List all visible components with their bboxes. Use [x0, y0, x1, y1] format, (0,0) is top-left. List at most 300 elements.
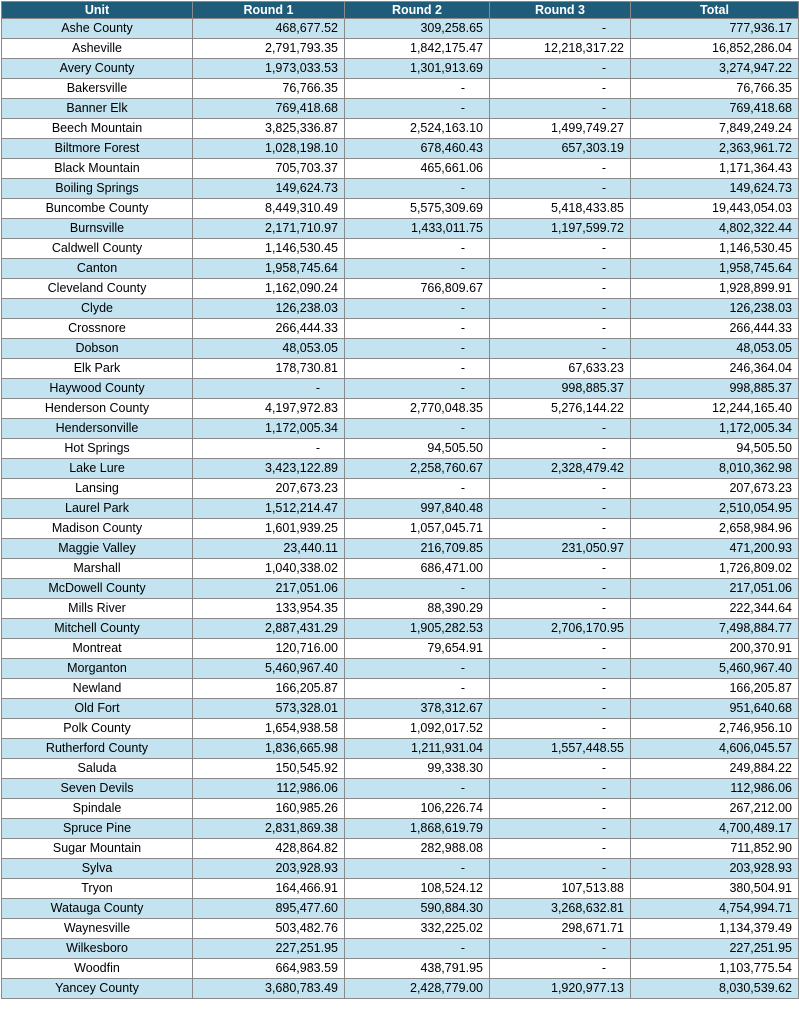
round-3-cell: 3,268,632.81 — [490, 899, 631, 919]
table-row — [2, 599, 799, 619]
round-1-cell: 160,985.26 — [193, 799, 345, 819]
round-3-cell: - — [490, 59, 631, 79]
round-2-cell: - — [345, 359, 490, 379]
table-row — [2, 879, 799, 899]
round-3-cell: - — [490, 599, 631, 619]
total-cell: 471,200.93 — [631, 539, 799, 559]
round-3-cell: - — [490, 79, 631, 99]
round-2-cell: 309,258.65 — [345, 19, 490, 39]
table-row — [2, 839, 799, 859]
total-cell: 249,884.22 — [631, 759, 799, 779]
round-1-cell: 207,673.23 — [193, 479, 345, 499]
round-1-cell: 769,418.68 — [193, 99, 345, 119]
round-3-cell: 2,328,479.42 — [490, 459, 631, 479]
table-row — [2, 99, 799, 119]
total-cell: 711,852.90 — [631, 839, 799, 859]
table-row — [2, 399, 799, 419]
table-row — [2, 899, 799, 919]
round-2-cell: 686,471.00 — [345, 559, 490, 579]
unit-cell: Haywood County — [2, 379, 193, 399]
total-cell: 380,504.91 — [631, 879, 799, 899]
unit-cell: Watauga County — [2, 899, 193, 919]
column-header-total: Total — [631, 2, 799, 19]
table-row — [2, 739, 799, 759]
round-3-cell: 1,197,599.72 — [490, 219, 631, 239]
table-row — [2, 219, 799, 239]
round-2-cell: 1,057,045.71 — [345, 519, 490, 539]
round-1-cell: - — [193, 379, 345, 399]
table-row — [2, 139, 799, 159]
unit-cell: Yancey County — [2, 979, 193, 999]
round-3-cell: 231,050.97 — [490, 539, 631, 559]
round-1-cell: 895,477.60 — [193, 899, 345, 919]
total-cell: 1,103,775.54 — [631, 959, 799, 979]
round-1-cell: 112,986.06 — [193, 779, 345, 799]
round-3-cell: - — [490, 819, 631, 839]
total-cell: 2,746,956.10 — [631, 719, 799, 739]
round-2-cell: - — [345, 479, 490, 499]
total-cell: 4,606,045.57 — [631, 739, 799, 759]
round-1-cell: 503,482.76 — [193, 919, 345, 939]
round-2-cell: 108,524.12 — [345, 879, 490, 899]
unit-cell: Asheville — [2, 39, 193, 59]
total-cell: 8,010,362.98 — [631, 459, 799, 479]
unit-cell: Marshall — [2, 559, 193, 579]
round-2-cell: - — [345, 859, 490, 879]
round-2-cell: 1,905,282.53 — [345, 619, 490, 639]
round-2-cell: 79,654.91 — [345, 639, 490, 659]
round-3-cell: 298,671.71 — [490, 919, 631, 939]
round-3-cell: - — [490, 719, 631, 739]
round-2-cell: 1,211,931.04 — [345, 739, 490, 759]
unit-cell: Spindale — [2, 799, 193, 819]
round-2-cell: 88,390.29 — [345, 599, 490, 619]
total-cell: 207,673.23 — [631, 479, 799, 499]
round-2-cell: 1,842,175.47 — [345, 39, 490, 59]
round-2-cell: 438,791.95 — [345, 959, 490, 979]
round-3-cell: - — [490, 579, 631, 599]
unit-cell: Rutherford County — [2, 739, 193, 759]
round-1-cell: 2,887,431.29 — [193, 619, 345, 639]
round-1-cell: 8,449,310.49 — [193, 199, 345, 219]
table-row — [2, 779, 799, 799]
round-3-cell: - — [490, 779, 631, 799]
table-row — [2, 939, 799, 959]
unit-cell: Spruce Pine — [2, 819, 193, 839]
round-2-cell: 332,225.02 — [345, 919, 490, 939]
round-3-cell: 1,499,749.27 — [490, 119, 631, 139]
round-1-cell: 150,545.92 — [193, 759, 345, 779]
total-cell: 7,849,249.24 — [631, 119, 799, 139]
round-3-cell: 2,706,170.95 — [490, 619, 631, 639]
column-header-round-3: Round 3 — [490, 2, 631, 19]
round-1-cell: 1,172,005.34 — [193, 419, 345, 439]
table-row — [2, 199, 799, 219]
round-2-cell: 997,840.48 — [345, 499, 490, 519]
round-1-cell: 203,928.93 — [193, 859, 345, 879]
round-1-cell: 1,040,338.02 — [193, 559, 345, 579]
unit-cell: Cleveland County — [2, 279, 193, 299]
unit-cell: Seven Devils — [2, 779, 193, 799]
round-3-cell: - — [490, 519, 631, 539]
round-2-cell: 2,258,760.67 — [345, 459, 490, 479]
round-2-cell: 1,433,011.75 — [345, 219, 490, 239]
round-2-cell: - — [345, 679, 490, 699]
unit-cell: Buncombe County — [2, 199, 193, 219]
round-3-cell: 5,418,433.85 — [490, 199, 631, 219]
round-1-cell: 76,766.35 — [193, 79, 345, 99]
table-row — [2, 479, 799, 499]
unit-cell: Saluda — [2, 759, 193, 779]
total-cell: 267,212.00 — [631, 799, 799, 819]
unit-cell: Canton — [2, 259, 193, 279]
round-1-cell: 2,831,869.38 — [193, 819, 345, 839]
total-cell: 1,958,745.64 — [631, 259, 799, 279]
total-cell: 166,205.87 — [631, 679, 799, 699]
round-1-cell: 1,958,745.64 — [193, 259, 345, 279]
round-3-cell: - — [490, 799, 631, 819]
total-cell: 16,852,286.04 — [631, 39, 799, 59]
total-cell: 19,443,054.03 — [631, 199, 799, 219]
total-cell: 203,928.93 — [631, 859, 799, 879]
total-cell: 1,928,899.91 — [631, 279, 799, 299]
round-2-cell: - — [345, 319, 490, 339]
round-2-cell: 590,884.30 — [345, 899, 490, 919]
round-3-cell: - — [490, 279, 631, 299]
round-3-cell: 12,218,317.22 — [490, 39, 631, 59]
round-3-cell: - — [490, 419, 631, 439]
round-3-cell: - — [490, 339, 631, 359]
table-row — [2, 439, 799, 459]
total-cell: 2,363,961.72 — [631, 139, 799, 159]
round-1-cell: 120,716.00 — [193, 639, 345, 659]
total-cell: 200,370.91 — [631, 639, 799, 659]
unit-cell: Tryon — [2, 879, 193, 899]
round-3-cell: - — [490, 759, 631, 779]
unit-cell: Wilkesboro — [2, 939, 193, 959]
unit-cell: Mitchell County — [2, 619, 193, 639]
table-row — [2, 499, 799, 519]
unit-cell: Madison County — [2, 519, 193, 539]
table-row — [2, 979, 799, 999]
round-2-cell: - — [345, 419, 490, 439]
round-1-cell: - — [193, 439, 345, 459]
unit-cell: Ashe County — [2, 19, 193, 39]
table-row — [2, 259, 799, 279]
unit-cell: Lake Lure — [2, 459, 193, 479]
round-3-cell: 1,557,448.55 — [490, 739, 631, 759]
unit-cell: Hot Springs — [2, 439, 193, 459]
unit-cell: Dobson — [2, 339, 193, 359]
round-1-cell: 166,205.87 — [193, 679, 345, 699]
round-1-cell: 5,460,967.40 — [193, 659, 345, 679]
round-3-cell: - — [490, 159, 631, 179]
unit-cell: Maggie Valley — [2, 539, 193, 559]
round-2-cell: - — [345, 939, 490, 959]
unit-cell: McDowell County — [2, 579, 193, 599]
total-cell: 222,344.64 — [631, 599, 799, 619]
unit-cell: Sugar Mountain — [2, 839, 193, 859]
round-1-cell: 178,730.81 — [193, 359, 345, 379]
table-row — [2, 679, 799, 699]
unit-cell: Bakersville — [2, 79, 193, 99]
total-cell: 217,051.06 — [631, 579, 799, 599]
round-1-cell: 1,162,090.24 — [193, 279, 345, 299]
round-1-cell: 217,051.06 — [193, 579, 345, 599]
round-2-cell: - — [345, 379, 490, 399]
table-row — [2, 379, 799, 399]
table-row — [2, 699, 799, 719]
round-2-cell: 282,988.08 — [345, 839, 490, 859]
round-2-cell: 94,505.50 — [345, 439, 490, 459]
unit-cell: Polk County — [2, 719, 193, 739]
round-1-cell: 3,423,122.89 — [193, 459, 345, 479]
round-1-cell: 1,836,665.98 — [193, 739, 345, 759]
round-2-cell: - — [345, 779, 490, 799]
round-3-cell: 107,513.88 — [490, 879, 631, 899]
column-header-round-1: Round 1 — [193, 2, 345, 19]
round-1-cell: 705,703.37 — [193, 159, 345, 179]
unit-cell: Black Mountain — [2, 159, 193, 179]
table-row — [2, 759, 799, 779]
round-1-cell: 133,954.35 — [193, 599, 345, 619]
round-3-cell: - — [490, 479, 631, 499]
round-1-cell: 573,328.01 — [193, 699, 345, 719]
table-row — [2, 279, 799, 299]
round-3-cell: - — [490, 859, 631, 879]
total-cell: 266,444.33 — [631, 319, 799, 339]
total-cell: 126,238.03 — [631, 299, 799, 319]
total-cell: 12,244,165.40 — [631, 399, 799, 419]
unit-cell: Sylva — [2, 859, 193, 879]
total-cell: 3,274,947.22 — [631, 59, 799, 79]
table-row — [2, 959, 799, 979]
round-2-cell: 2,770,048.35 — [345, 399, 490, 419]
table-row — [2, 519, 799, 539]
total-cell: 1,726,809.02 — [631, 559, 799, 579]
round-1-cell: 126,238.03 — [193, 299, 345, 319]
round-3-cell: - — [490, 939, 631, 959]
unit-cell: Woodfin — [2, 959, 193, 979]
round-2-cell: - — [345, 299, 490, 319]
total-cell: 5,460,967.40 — [631, 659, 799, 679]
total-cell: 227,251.95 — [631, 939, 799, 959]
table-row — [2, 819, 799, 839]
column-header-unit: Unit — [2, 2, 193, 19]
total-cell: 2,510,054.95 — [631, 499, 799, 519]
table-row — [2, 639, 799, 659]
funding-table — [1, 1, 799, 999]
round-1-cell: 1,512,214.47 — [193, 499, 345, 519]
unit-cell: Montreat — [2, 639, 193, 659]
round-2-cell: - — [345, 99, 490, 119]
table-row — [2, 619, 799, 639]
round-3-cell: 657,303.19 — [490, 139, 631, 159]
table-row — [2, 719, 799, 739]
round-3-cell: 67,633.23 — [490, 359, 631, 379]
round-1-cell: 1,601,939.25 — [193, 519, 345, 539]
total-cell: 769,418.68 — [631, 99, 799, 119]
round-1-cell: 149,624.73 — [193, 179, 345, 199]
total-cell: 94,505.50 — [631, 439, 799, 459]
round-2-cell: - — [345, 179, 490, 199]
round-1-cell: 23,440.11 — [193, 539, 345, 559]
round-1-cell: 1,146,530.45 — [193, 239, 345, 259]
unit-cell: Hendersonville — [2, 419, 193, 439]
round-1-cell: 3,680,783.49 — [193, 979, 345, 999]
table-row — [2, 359, 799, 379]
table-row — [2, 459, 799, 479]
round-2-cell: 465,661.06 — [345, 159, 490, 179]
round-3-cell: 5,276,144.22 — [490, 399, 631, 419]
unit-cell: Clyde — [2, 299, 193, 319]
round-1-cell: 1,654,938.58 — [193, 719, 345, 739]
unit-cell: Mills River — [2, 599, 193, 619]
round-3-cell: - — [490, 99, 631, 119]
table-row — [2, 659, 799, 679]
unit-cell: Old Fort — [2, 699, 193, 719]
total-cell: 149,624.73 — [631, 179, 799, 199]
round-1-cell: 428,864.82 — [193, 839, 345, 859]
round-3-cell: - — [490, 679, 631, 699]
table-row — [2, 39, 799, 59]
total-cell: 1,171,364.43 — [631, 159, 799, 179]
total-cell: 4,802,322.44 — [631, 219, 799, 239]
round-2-cell: - — [345, 339, 490, 359]
round-2-cell: 1,868,619.79 — [345, 819, 490, 839]
table-row — [2, 539, 799, 559]
total-cell: 112,986.06 — [631, 779, 799, 799]
round-3-cell: - — [490, 499, 631, 519]
round-1-cell: 2,791,793.35 — [193, 39, 345, 59]
round-2-cell: 2,428,779.00 — [345, 979, 490, 999]
table-row — [2, 159, 799, 179]
unit-cell: Crossnore — [2, 319, 193, 339]
round-3-cell: - — [490, 299, 631, 319]
round-1-cell: 2,171,710.97 — [193, 219, 345, 239]
table-row — [2, 319, 799, 339]
table-body — [2, 19, 799, 999]
round-2-cell: 378,312.67 — [345, 699, 490, 719]
unit-cell: Beech Mountain — [2, 119, 193, 139]
round-3-cell: - — [490, 559, 631, 579]
total-cell: 7,498,884.77 — [631, 619, 799, 639]
total-cell: 998,885.37 — [631, 379, 799, 399]
round-3-cell: 998,885.37 — [490, 379, 631, 399]
table-row — [2, 419, 799, 439]
round-1-cell: 1,973,033.53 — [193, 59, 345, 79]
total-cell: 246,364.04 — [631, 359, 799, 379]
unit-cell: Avery County — [2, 59, 193, 79]
unit-cell: Waynesville — [2, 919, 193, 939]
round-3-cell: - — [490, 639, 631, 659]
unit-cell: Elk Park — [2, 359, 193, 379]
round-2-cell: 678,460.43 — [345, 139, 490, 159]
table-row — [2, 19, 799, 39]
total-cell: 777,936.17 — [631, 19, 799, 39]
round-2-cell: - — [345, 79, 490, 99]
table-row — [2, 239, 799, 259]
total-cell: 1,146,530.45 — [631, 239, 799, 259]
round-2-cell: 106,226.74 — [345, 799, 490, 819]
total-cell: 76,766.35 — [631, 79, 799, 99]
round-3-cell: 1,920,977.13 — [490, 979, 631, 999]
table-row — [2, 799, 799, 819]
unit-cell: Morganton — [2, 659, 193, 679]
round-1-cell: 3,825,336.87 — [193, 119, 345, 139]
round-3-cell: - — [490, 839, 631, 859]
table-row — [2, 559, 799, 579]
round-3-cell: - — [490, 959, 631, 979]
round-3-cell: - — [490, 259, 631, 279]
unit-cell: Lansing — [2, 479, 193, 499]
unit-cell: Henderson County — [2, 399, 193, 419]
round-2-cell: 99,338.30 — [345, 759, 490, 779]
table-row — [2, 59, 799, 79]
column-header-round-2: Round 2 — [345, 2, 490, 19]
round-3-cell: - — [490, 19, 631, 39]
total-cell: 1,134,379.49 — [631, 919, 799, 939]
table-row — [2, 339, 799, 359]
round-1-cell: 227,251.95 — [193, 939, 345, 959]
total-cell: 48,053.05 — [631, 339, 799, 359]
round-1-cell: 48,053.05 — [193, 339, 345, 359]
total-cell: 951,640.68 — [631, 699, 799, 719]
total-cell: 1,172,005.34 — [631, 419, 799, 439]
round-2-cell: 2,524,163.10 — [345, 119, 490, 139]
unit-cell: Laurel Park — [2, 499, 193, 519]
round-2-cell: - — [345, 239, 490, 259]
total-cell: 2,658,984.96 — [631, 519, 799, 539]
round-2-cell: 1,092,017.52 — [345, 719, 490, 739]
table-header-row — [2, 2, 799, 19]
total-cell: 8,030,539.62 — [631, 979, 799, 999]
round-3-cell: - — [490, 659, 631, 679]
round-2-cell: 216,709.85 — [345, 539, 490, 559]
total-cell: 4,754,994.71 — [631, 899, 799, 919]
round-1-cell: 4,197,972.83 — [193, 399, 345, 419]
table-row — [2, 119, 799, 139]
table-row — [2, 299, 799, 319]
unit-cell: Biltmore Forest — [2, 139, 193, 159]
round-1-cell: 1,028,198.10 — [193, 139, 345, 159]
round-2-cell: - — [345, 579, 490, 599]
round-3-cell: - — [490, 699, 631, 719]
unit-cell: Burnsville — [2, 219, 193, 239]
round-1-cell: 468,677.52 — [193, 19, 345, 39]
round-2-cell: - — [345, 259, 490, 279]
round-3-cell: - — [490, 319, 631, 339]
round-1-cell: 664,983.59 — [193, 959, 345, 979]
round-2-cell: - — [345, 659, 490, 679]
round-3-cell: - — [490, 179, 631, 199]
total-cell: 4,700,489.17 — [631, 819, 799, 839]
unit-cell: Newland — [2, 679, 193, 699]
unit-cell: Caldwell County — [2, 239, 193, 259]
table-row — [2, 579, 799, 599]
unit-cell: Boiling Springs — [2, 179, 193, 199]
round-1-cell: 266,444.33 — [193, 319, 345, 339]
table-row — [2, 179, 799, 199]
round-1-cell: 164,466.91 — [193, 879, 345, 899]
round-2-cell: 5,575,309.69 — [345, 199, 490, 219]
unit-cell: Banner Elk — [2, 99, 193, 119]
table-row — [2, 859, 799, 879]
table-row — [2, 79, 799, 99]
round-3-cell: - — [490, 239, 631, 259]
round-2-cell: 766,809.67 — [345, 279, 490, 299]
round-3-cell: - — [490, 439, 631, 459]
